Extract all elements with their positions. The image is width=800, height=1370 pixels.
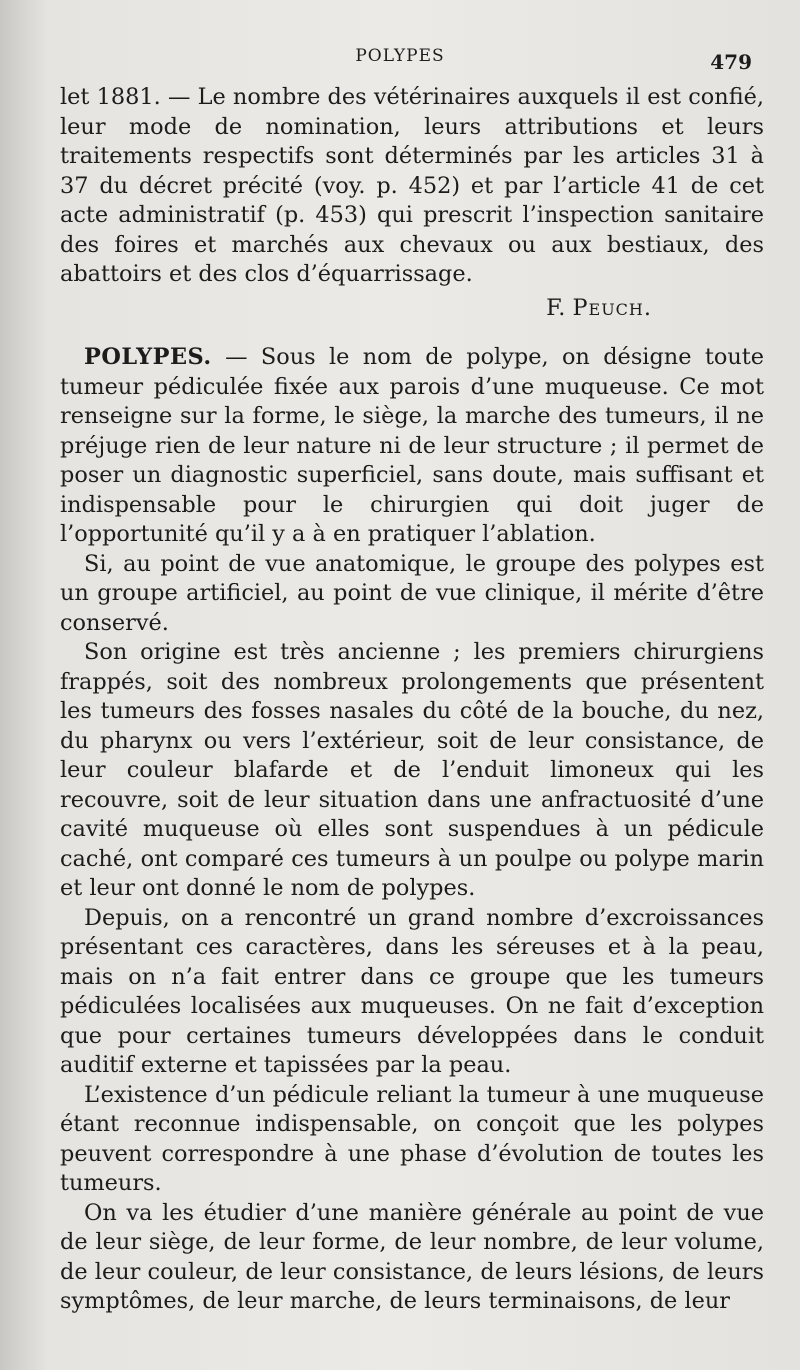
paragraph: On va les étudier d’une manière générale au point de vue de leur siège, de leur forme, de leur nombre, de leur volume, de leur couleur, de leur consistance, de leurs lésions, de leurs symptômes, de leur marche, de leurs terminaisons, de leur [60, 1199, 764, 1314]
page-header [0, 46, 800, 76]
signature-name: Peuch. [572, 294, 652, 321]
paragraph: L’existence d’un pédicule reliant la tumeur à une muqueuse étant reconnue indispensable, on conçoit que les polypes peuvent correspondre à une phase d’évolution de toutes les tumeurs. [60, 1081, 764, 1196]
article-intro-text: — Sous le nom de polype, on désigne toute tumeur pédiculée fixée aux parois d’une muqueuse. Ce mot renseigne sur la forme, le siège, la marche des tumeurs, il ne préjuge rien de leur nature ni de leur structure ; il permet de poser un diagnostic superficiel, sans doute, mais suffisant et indispensable pour le chirurgien qui doit juger de l’opportunité qu’il y a à en pratiquer l’ablation. [60, 344, 764, 547]
running-title: POLYPES [355, 46, 445, 66]
paragraph: Son origine est très ancienne ; les premiers chirurgiens frappés, soit des nombreux prolongements que présentent les tumeurs des fosses nasales du côté de la bouche, du nez, du pharynx ou vers l’extérieur, soit de leur consistance, de leur couleur blafarde et de l’enduit limoneux qui les recouvre, soit de leur situation dans une anfractuosité d’une cavité muqueuse où elles sont suspendues à un pédicule caché, ont comparé ces tumeurs à un poulpe ou polype marin et leur ont donné le nom de polypes. [60, 639, 764, 901]
paragraph: Si, au point de vue anatomique, le groupe des polypes est un groupe artificiel, au point de vue clinique, il mérite d’être conservé. [60, 550, 764, 636]
paragraph: Depuis, on a rencontré un grand nombre d’excroissances présentant ces caractères, dans les séreuses et à la peau, mais on n’a fait entrer dans ce groupe que les tumeurs pédiculées localisées aux muqueuses. On ne fait d’exception que pour certaines tumeurs développées dans le conduit auditif externe et tapissées par la peau. [60, 904, 764, 1078]
previous-article-closing-paragraph: let 1881. — Le nombre des vétérinaires auxquels il est confié, leur mode de nomination, leurs attributions et leurs traitements respectifs sont déterminés par les articles 31 à 37 du décret précité (voy. p. 452) et par l’article 41 de cet acte administratif (p. 453) qui prescrit l’inspection sanitaire des foires et marchés aux chevaux ou aux bestiaux, des abattoirs et des clos d’équarrissage. [60, 84, 764, 287]
body-text [60, 83, 764, 1317]
article-intro-paragraph [60, 343, 764, 550]
signature-initial: F. [546, 294, 566, 321]
article-headword: POLYPES. [84, 344, 212, 370]
page-number: 479 [710, 50, 752, 74]
author-signature [60, 294, 764, 324]
